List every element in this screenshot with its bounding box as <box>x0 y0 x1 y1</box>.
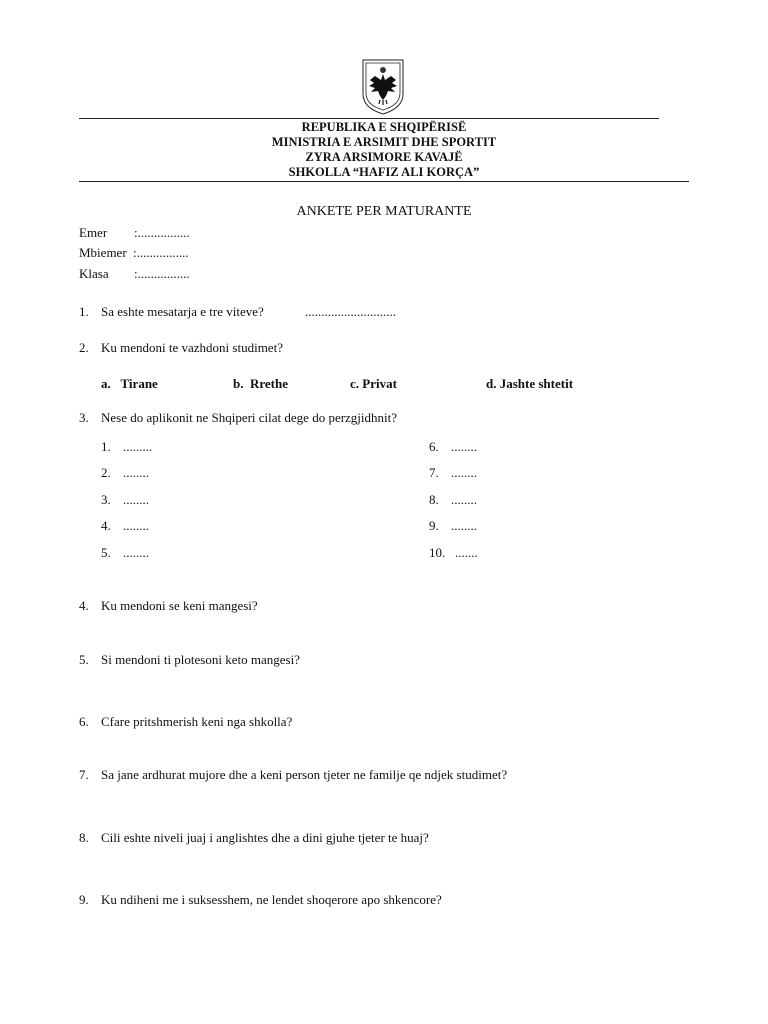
branch-item[interactable]: 1. ......... <box>101 439 153 454</box>
field-klasa-label: Klasa <box>79 266 109 281</box>
question-2 <box>79 340 283 356</box>
question-7 <box>79 767 507 783</box>
question-number: 2. <box>79 340 89 355</box>
question-number: 1. <box>79 304 89 319</box>
branch-item[interactable]: 4. ........ <box>101 518 149 533</box>
field-emer-label: Emer <box>79 225 108 240</box>
question-number: 8. <box>79 830 89 845</box>
question-text: Sa jane ardhurat mujore dhe a keni person tjeter ne familje qe ndjek studimet? <box>101 767 508 782</box>
question-number: 6. <box>79 714 89 729</box>
question-number: 7. <box>79 767 89 782</box>
header-line-ministry: MINISTRIA E ARSIMIT DHE SPORTIT <box>271 135 497 149</box>
question-text: Cili eshte niveli juaj i anglishtes dhe a dini gjuhe tjeter te huaj? <box>101 830 429 845</box>
question-text: Ku mendoni te vazhdoni studimet? <box>101 340 283 355</box>
question-text: Si mendoni ti plotesoni keto mangesi? <box>101 652 300 667</box>
question-4 <box>79 598 258 614</box>
question-1 <box>79 304 264 320</box>
document-title: ANKETE PER MATURANTE <box>296 204 472 219</box>
header-line-republic: REPUBLIKA E SHQIPËRISË <box>301 120 467 134</box>
question-1-answer-blank[interactable]: ............................ <box>305 304 396 319</box>
option-tirane[interactable]: a. Tirane <box>101 376 158 391</box>
question-6 <box>79 714 292 730</box>
question-text: Ku mendoni se keni mangesi? <box>101 598 258 613</box>
question-3 <box>79 410 397 426</box>
albanian-eagle-emblem-icon <box>361 58 405 116</box>
branch-item[interactable]: 9. ........ <box>429 518 477 533</box>
field-emer-blank[interactable]: :................ <box>134 225 190 240</box>
branch-item[interactable]: 5. ........ <box>101 545 149 560</box>
header-line-office: ZYRA ARSIMORE KAVAJË <box>305 150 463 164</box>
branch-item[interactable]: 3. ........ <box>101 492 149 507</box>
branch-item[interactable]: 7. ........ <box>429 465 477 480</box>
question-number: 3. <box>79 410 89 425</box>
header-line-school: SHKOLLA “HAFIZ ALI KORÇA” <box>288 165 480 179</box>
question-9 <box>79 892 442 908</box>
question-number: 4. <box>79 598 89 613</box>
question-number: 5. <box>79 652 89 667</box>
header-bottom-rule <box>79 181 689 182</box>
field-mbiemer-blank[interactable]: :................ <box>133 245 189 260</box>
question-text: Ku ndiheni me i suksesshem, ne lendet shoqerore apo shkencore? <box>101 892 442 907</box>
branch-item[interactable]: 2. ........ <box>101 465 149 480</box>
branch-item[interactable]: 10. ....... <box>429 545 478 560</box>
header-top-rule <box>79 118 659 119</box>
field-mbiemer-label: Mbiemer <box>79 245 127 260</box>
question-text: Cfare pritshmerish keni nga shkolla? <box>101 714 293 729</box>
question-text: Sa eshte mesatarja e tre viteve? <box>101 304 264 319</box>
branch-item[interactable]: 6. ........ <box>429 439 477 454</box>
question-text: Nese do aplikonit ne Shqiperi cilat dege do perzgjidhnit? <box>101 410 398 425</box>
question-5 <box>79 652 300 668</box>
option-jashte-shtetit[interactable]: d. Jashte shtetit <box>486 376 574 391</box>
field-klasa-blank[interactable]: :................ <box>134 266 190 281</box>
option-privat[interactable]: c. Privat <box>350 376 397 391</box>
question-number: 9. <box>79 892 89 907</box>
branch-item[interactable]: 8. ........ <box>429 492 477 507</box>
option-rrethe[interactable]: b. Rrethe <box>233 376 289 391</box>
question-8 <box>79 830 429 846</box>
